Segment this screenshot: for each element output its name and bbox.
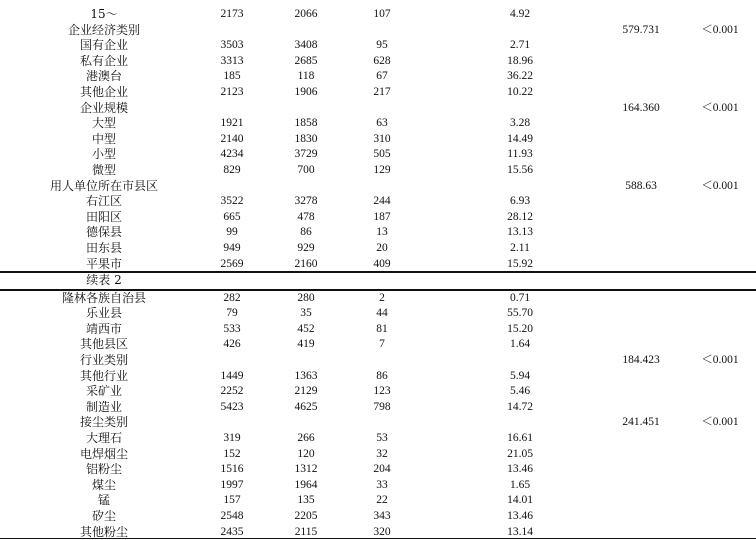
cell-count-b: 204 (373, 463, 391, 476)
table-row (0, 306, 756, 322)
cell-count-a: 2160 (294, 257, 318, 270)
cell-p-value: ＜0.001 (701, 353, 739, 366)
table-row (0, 132, 756, 148)
row-label: 接尘类别 (79, 415, 129, 430)
cell-total: 949 (223, 242, 241, 254)
cell-count-b: 123 (373, 385, 391, 398)
row-label: 其他行业 (79, 368, 129, 383)
table-row (0, 179, 756, 195)
cell-count-a: 266 (297, 431, 315, 444)
cell-count-b: 63 (376, 117, 388, 130)
table-row (0, 291, 756, 307)
cell-rate: 15.56 (507, 164, 533, 176)
cell-count-b: 343 (373, 509, 391, 522)
row-label: 右江区 (85, 194, 123, 209)
cell-count-b: 33 (376, 478, 388, 491)
table-row (0, 101, 756, 117)
cell-count-b: 320 (373, 525, 391, 538)
row-label: 电焊烟尘 (79, 446, 129, 461)
row-label: 小型 (91, 147, 117, 162)
cell-total: 426 (223, 338, 241, 351)
cell-total: 665 (223, 210, 241, 223)
cell-total: 1997 (220, 478, 244, 491)
row-label: 私有企业 (79, 53, 129, 68)
row-label: 锰 (97, 493, 111, 508)
cell-total: 1921 (220, 117, 244, 130)
table-row (0, 85, 756, 101)
cell-rate: 13.46 (507, 509, 533, 522)
cell-p-value: ＜0.001 (701, 23, 739, 36)
cell-total: 99 (226, 226, 238, 239)
cell-count-b: 67 (376, 70, 388, 83)
table-row (0, 225, 756, 241)
cell-total: 829 (223, 164, 241, 176)
row-label: 靖西市 (85, 321, 123, 336)
cell-count-b: 81 (376, 322, 388, 335)
row-label: 微型 (91, 163, 117, 177)
cell-rate: 14.01 (507, 494, 533, 507)
row-label: 田东县 (85, 241, 123, 255)
table-row (0, 116, 756, 132)
row-label: 煤尘 (91, 477, 117, 492)
cell-count-a: 929 (297, 242, 315, 254)
cell-count-b: 505 (373, 148, 391, 161)
row-label: 其他粉尘 (79, 524, 129, 539)
cell-count-a: 1312 (294, 463, 318, 476)
table-bottom-rule (0, 538, 756, 539)
cell-count-b: 20 (376, 242, 388, 254)
table-row (0, 194, 756, 210)
cell-count-b: 798 (373, 400, 391, 413)
cell-chi-square: 241.451 (622, 416, 660, 429)
cell-count-b: 409 (373, 257, 391, 270)
cell-count-b: 95 (376, 39, 388, 52)
cell-count-b: 310 (373, 132, 391, 145)
cell-total: 1449 (220, 369, 244, 382)
cell-rate: 15.92 (507, 257, 533, 270)
cell-count-a: 1858 (294, 117, 318, 130)
table-row (0, 54, 756, 70)
cell-count-b: 44 (376, 307, 388, 320)
cell-total: 2123 (220, 86, 244, 98)
cell-count-a: 1964 (294, 478, 318, 491)
cell-count-b: 107 (373, 8, 391, 20)
cell-total: 2252 (220, 385, 244, 398)
cell-total: 533 (223, 322, 241, 335)
cell-rate: 14.72 (507, 400, 533, 413)
cell-count-b: 13 (376, 226, 388, 239)
row-label: 乐业县 (85, 306, 123, 321)
cell-rate: 4.92 (509, 8, 531, 20)
cell-count-a: 118 (297, 70, 315, 83)
cell-total: 157 (223, 494, 241, 507)
cell-count-a: 1830 (294, 132, 318, 145)
table-row (0, 337, 756, 353)
row-label: 行业类别 (79, 352, 129, 367)
table-row (0, 478, 756, 494)
cell-rate: 14.49 (507, 132, 533, 145)
cell-total: 2569 (220, 257, 244, 270)
cell-total: 1516 (220, 463, 244, 476)
table-row (0, 257, 756, 273)
cell-count-a: 2115 (294, 525, 318, 538)
table-row (0, 23, 756, 39)
cell-count-b: 217 (373, 86, 391, 98)
cell-rate: 1.64 (509, 338, 531, 351)
cell-count-b: 187 (373, 210, 391, 223)
cell-count-b: 244 (373, 195, 391, 208)
table-row (0, 69, 756, 85)
cell-rate: 55.70 (507, 307, 533, 320)
cell-count-a: 478 (297, 210, 315, 223)
row-label: 15～ (90, 7, 118, 21)
cell-count-a: 419 (297, 338, 315, 351)
cell-rate: 15.20 (507, 322, 533, 335)
cell-total: 4234 (220, 148, 244, 161)
cell-count-a: 700 (297, 164, 315, 176)
cell-count-a: 1906 (294, 86, 318, 98)
cell-count-b: 53 (376, 431, 388, 444)
cell-rate: 16.61 (507, 431, 533, 444)
table-row (0, 322, 756, 338)
row-label: 田阳区 (85, 209, 123, 224)
row-label: 采矿业 (85, 384, 123, 399)
cell-total: 3522 (220, 195, 244, 208)
cell-count-a: 280 (297, 291, 315, 304)
table-row (0, 38, 756, 54)
cell-rate: 0.71 (509, 291, 531, 304)
table-row (0, 384, 756, 400)
cell-count-b: 7 (379, 338, 385, 351)
cell-p-value: ＜0.001 (701, 416, 739, 429)
cell-chi-square: 579.731 (622, 23, 660, 36)
cell-chi-square: 588.63 (625, 179, 657, 192)
row-label: 大理石 (85, 430, 123, 445)
row-label: 企业经济类别 (67, 22, 141, 37)
cell-chi-square: 164.360 (622, 101, 660, 114)
row-label: 平果市 (85, 256, 123, 271)
cell-rate: 6.93 (509, 195, 531, 208)
cell-total: 282 (223, 291, 241, 304)
cell-count-a: 2066 (294, 8, 318, 20)
cell-count-a: 35 (300, 307, 312, 320)
cell-count-a: 452 (297, 322, 315, 335)
cell-rate: 2.11 (510, 242, 530, 254)
table-row (0, 163, 756, 179)
cell-count-a: 86 (300, 226, 312, 239)
cell-rate: 36.22 (507, 70, 533, 83)
continued-table-label: 续表 2 (86, 273, 122, 287)
cell-total: 152 (223, 447, 241, 460)
cell-rate: 2.71 (509, 39, 531, 52)
continued-header-row (0, 273, 756, 289)
cell-count-b: 129 (373, 164, 391, 176)
cell-count-a: 1363 (294, 369, 318, 382)
table-row (0, 447, 756, 463)
cell-count-a: 2129 (294, 385, 318, 398)
table-row (0, 400, 756, 416)
cell-total: 3313 (220, 54, 244, 67)
table-row (0, 353, 756, 369)
cell-rate: 18.96 (507, 54, 533, 67)
cell-rate: 11.93 (507, 148, 533, 161)
cell-count-b: 2 (379, 291, 385, 304)
table-row (0, 147, 756, 163)
cell-rate: 3.28 (509, 117, 531, 130)
cell-rate: 13.14 (507, 525, 533, 538)
cell-total: 2140 (220, 132, 244, 145)
cell-total: 2548 (220, 509, 244, 522)
cell-p-value: ＜0.001 (701, 101, 739, 114)
cell-count-a: 2205 (294, 509, 318, 522)
row-label: 中型 (91, 131, 117, 146)
table-row (0, 415, 756, 431)
row-label: 企业规模 (79, 100, 129, 115)
cell-rate: 5.94 (509, 369, 531, 382)
table-row (0, 493, 756, 509)
table-row (0, 462, 756, 478)
cell-count-a: 3729 (294, 148, 318, 161)
cell-total: 79 (226, 307, 238, 320)
table-row (0, 210, 756, 226)
cell-count-b: 628 (373, 54, 391, 67)
cell-total: 319 (223, 431, 241, 444)
table-row (0, 509, 756, 525)
table-row (0, 369, 756, 385)
cell-total: 185 (223, 70, 241, 83)
cell-rate: 1.65 (509, 478, 531, 491)
row-label: 大型 (91, 116, 117, 131)
row-label: 隆林各族自治县 (61, 290, 147, 305)
cell-total: 5423 (220, 400, 244, 413)
cell-total: 2173 (220, 8, 244, 20)
row-label: 用人单位所在市县区 (49, 178, 159, 193)
cell-total: 2435 (220, 525, 244, 538)
cell-count-a: 2685 (294, 54, 318, 67)
cell-rate: 5.46 (509, 385, 531, 398)
cell-chi-square: 184.423 (622, 353, 660, 366)
row-label: 制造业 (85, 399, 123, 414)
cell-rate: 13.46 (507, 463, 533, 476)
row-label: 其他企业 (79, 85, 129, 99)
cell-count-a: 3408 (294, 39, 318, 52)
table-row (0, 431, 756, 447)
cell-rate: 21.05 (507, 447, 533, 460)
cell-count-a: 120 (297, 447, 315, 460)
cell-p-value: ＜0.001 (701, 179, 739, 192)
row-label: 其他县区 (79, 337, 129, 352)
cell-rate: 13.13 (507, 226, 533, 239)
cell-count-b: 86 (376, 369, 388, 382)
table-row (0, 241, 756, 257)
cell-count-b: 22 (376, 494, 388, 507)
cell-count-a: 4625 (294, 400, 318, 413)
row-label: 铝粉尘 (85, 462, 123, 477)
cell-count-a: 135 (297, 494, 315, 507)
row-label: 德保县 (85, 225, 123, 240)
cell-rate: 28.12 (507, 210, 533, 223)
table-row (0, 7, 756, 23)
cell-total: 3503 (220, 39, 244, 52)
row-label: 矽尘 (91, 508, 117, 523)
cell-count-a: 3278 (294, 195, 318, 208)
cell-count-b: 32 (376, 447, 388, 460)
row-label: 国有企业 (79, 38, 129, 53)
cell-rate: 10.22 (507, 86, 533, 98)
row-label: 港澳台 (85, 69, 123, 84)
